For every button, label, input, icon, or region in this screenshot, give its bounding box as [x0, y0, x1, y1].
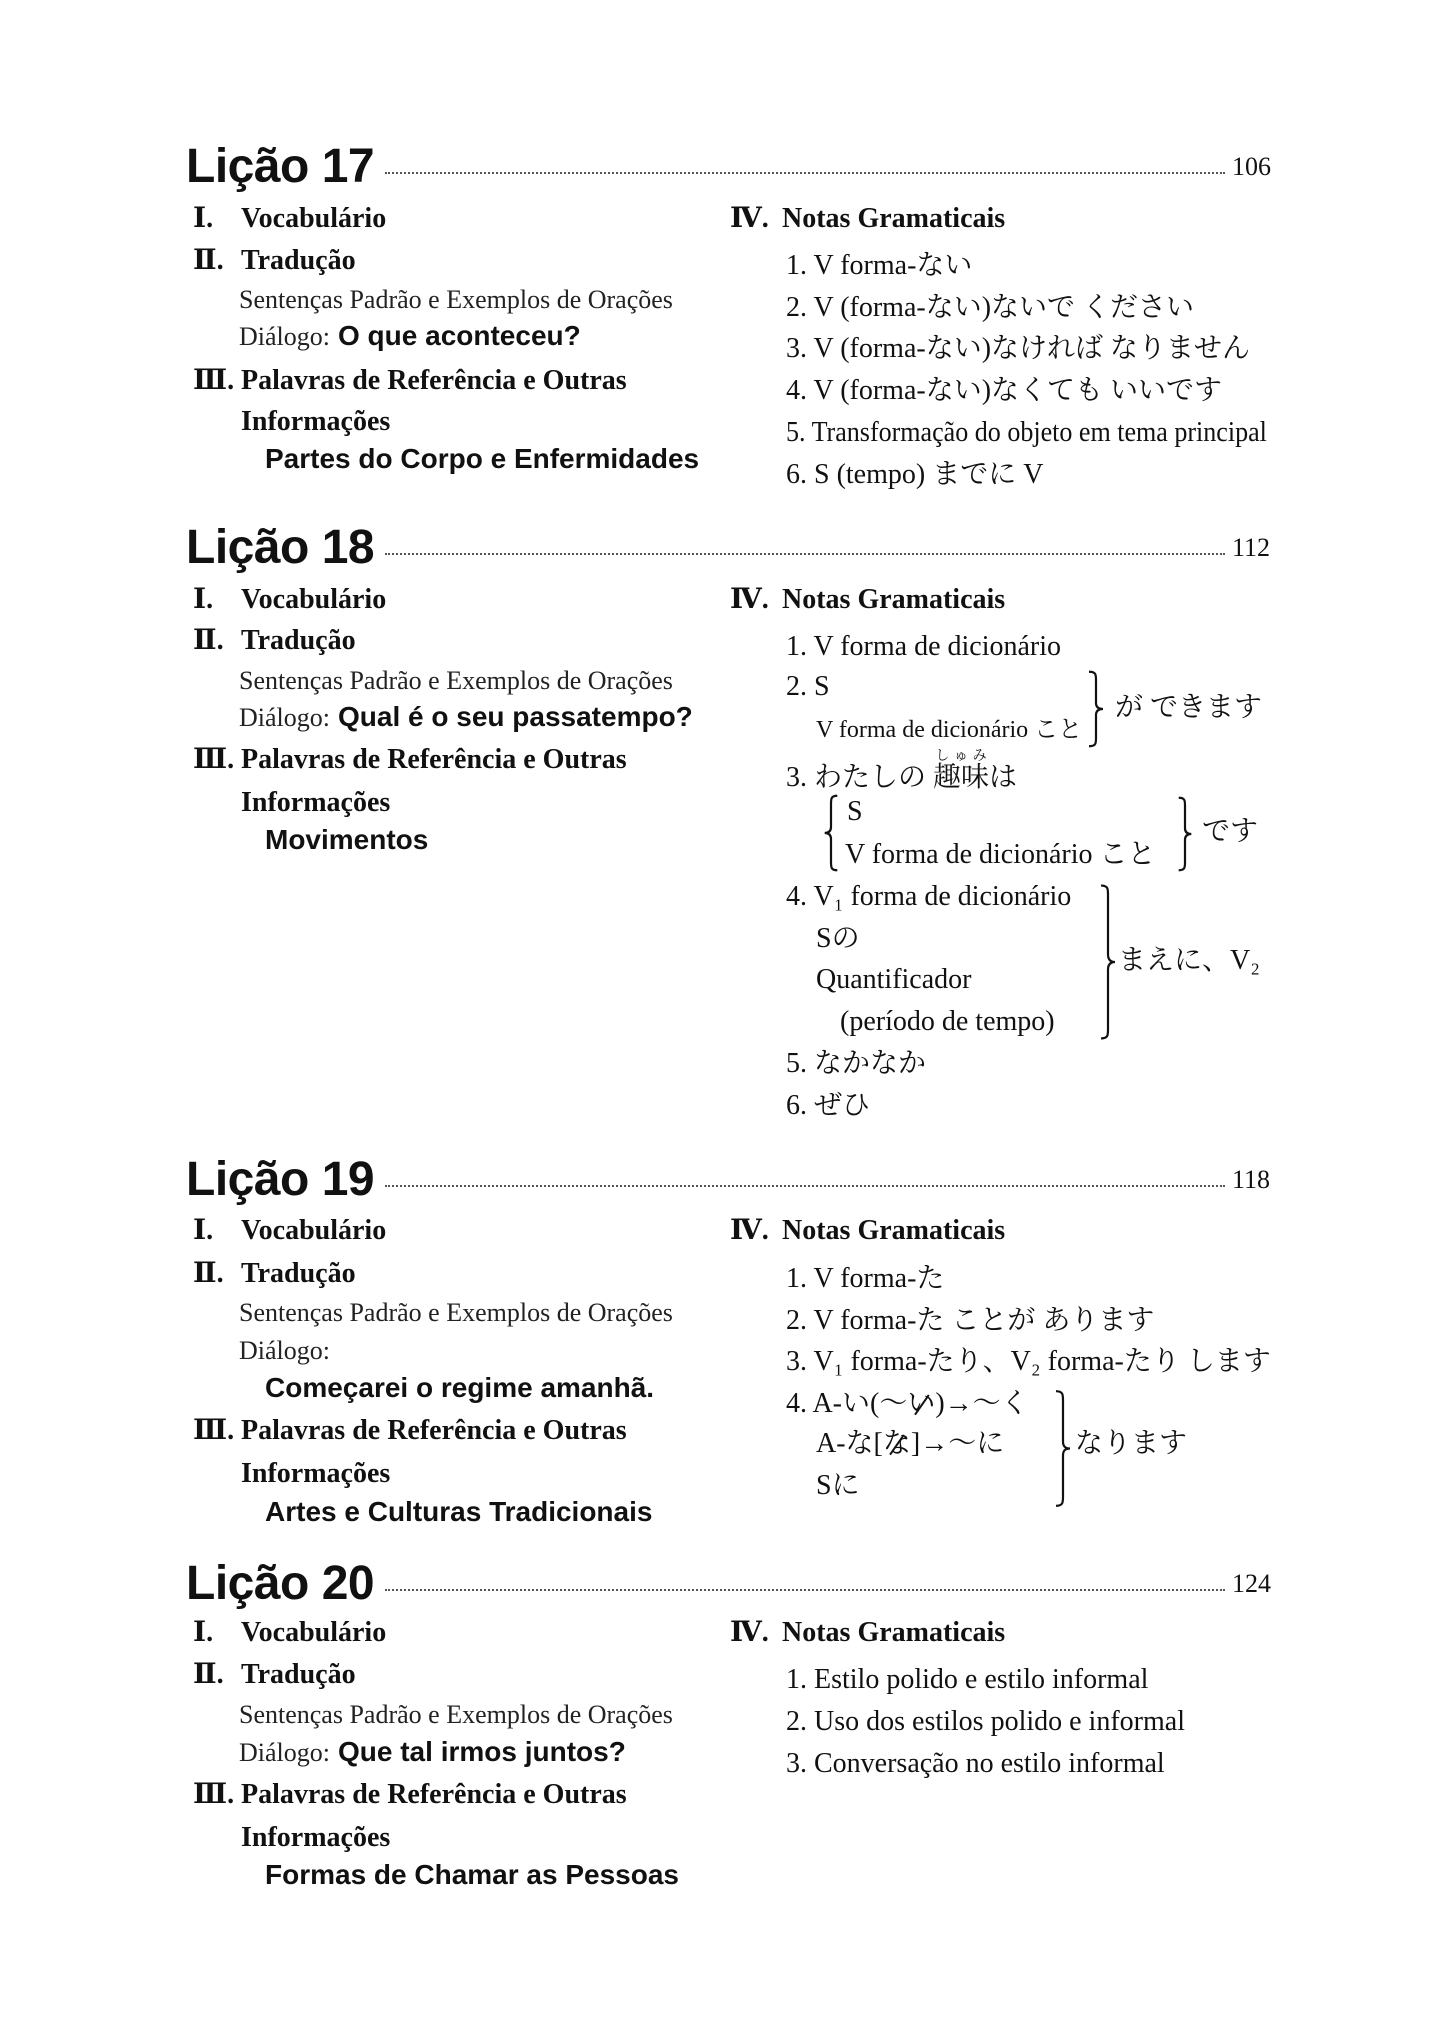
section-numeral: Ⅳ.: [730, 1617, 769, 1648]
dialogue-entry: [239, 697, 693, 737]
patterns-entry: Sentenças Padrão e Exemplos de Orações: [239, 285, 673, 314]
grammar-item: 6. ぜひ: [786, 1090, 871, 1121]
section-label-translation: Tradução: [241, 625, 356, 656]
grammar-item-option: V forma de dicionário こと: [845, 839, 1156, 870]
section-label-reference-line2: Informações: [241, 1822, 391, 1853]
grammar-item: 2. V (forma-ない)ないで ください: [786, 292, 1195, 323]
grammar-item-line: Sの: [816, 923, 860, 954]
right-brace: [1086, 671, 1106, 747]
grammar-item: 1. V forma de dicionário: [786, 631, 1062, 662]
section-label-grammar: Notas Gramaticais: [782, 203, 1006, 234]
section-label-reference: Palavras de Referência e Outras: [241, 1415, 627, 1446]
dot-leader: [385, 553, 1225, 555]
grammar-item-line: Sに: [816, 1470, 860, 1501]
patterns-entry: Sentenças Padrão e Exemplos de Orações: [239, 666, 673, 695]
grammar-item: 1. V forma-た: [786, 1263, 945, 1294]
grammar-item-option: S: [847, 796, 863, 827]
page-number: 106: [1232, 152, 1271, 181]
lesson-title: Lição 17: [186, 140, 375, 193]
section-label-reference: Palavras de Referência e Outras: [241, 744, 627, 775]
section-numeral: Ⅰ.: [193, 1215, 214, 1246]
section-label-reference-line2: Informações: [241, 406, 391, 437]
grammar-item: 6. S (tempo) までに V: [786, 459, 1044, 490]
reference-topic: Movimentos: [265, 824, 429, 855]
grammar-item: 1. V forma-ない: [786, 250, 973, 281]
section-label-vocabulary: Vocabulário: [241, 584, 387, 615]
reference-topic: Partes do Corpo e Enfermidades: [265, 443, 700, 474]
right-brace: [1176, 797, 1194, 871]
grammar-item-line: (período de tempo): [840, 1006, 1055, 1037]
page-number: 118: [1232, 1165, 1271, 1194]
right-brace: [1098, 884, 1118, 1040]
grammar-item-suffix: は: [989, 762, 1018, 793]
section-numeral: Ⅱ.: [193, 625, 224, 656]
section-label-translation: Tradução: [241, 1659, 356, 1690]
section-label-translation: Tradução: [241, 245, 356, 276]
grammar-item-prefix: 3. わたしの: [786, 762, 934, 793]
page-number: 112: [1232, 533, 1271, 562]
grammar-item-suffix: )→〜く: [935, 1388, 1029, 1419]
dialogue-title: Começarei o regime amanhã.: [265, 1372, 655, 1403]
grammar-item-prefix: A-な[: [816, 1428, 883, 1459]
struck-kana: い: [907, 1384, 935, 1424]
grammar-item: 2. V forma-た ことが あります: [786, 1305, 1155, 1336]
dialogue-entry: [239, 1732, 626, 1772]
section-label-grammar: Notas Gramaticais: [782, 1215, 1006, 1246]
section-label-grammar: Notas Gramaticais: [782, 584, 1006, 615]
reference-topic: Artes e Culturas Tradicionais: [265, 1496, 653, 1527]
grammar-item-line: V forma de dicionário こと: [816, 717, 1083, 743]
dialogue-entry: [239, 316, 581, 356]
section-label-translation: Tradução: [241, 1258, 356, 1289]
section-label-reference-line2: Informações: [241, 787, 391, 818]
furigana-word: [933, 749, 990, 793]
grammar-item: 1. Estilo polido e estilo informal: [786, 1664, 1149, 1695]
dot-leader: [385, 1589, 1225, 1591]
section-numeral: Ⅳ.: [730, 584, 769, 615]
struck-kana: な: [883, 1424, 911, 1464]
patterns-entry: Sentenças Padrão e Exemplos de Orações: [239, 1298, 673, 1327]
section-numeral: Ⅳ.: [730, 1215, 769, 1246]
grammar-item-line: 4. V₁ forma de dicionário: [786, 881, 1072, 912]
grammar-item-result: まえに、V₂: [1118, 945, 1260, 976]
grammar-item: 2. Uso dos estilos polido e informal: [786, 1706, 1185, 1737]
grammar-item: 5. Transformação do objeto em tema principal: [786, 417, 1267, 448]
section-label-reference-line2: Informações: [241, 1458, 391, 1489]
grammar-item-suffix: ]→〜に: [910, 1428, 1005, 1459]
furigana-reading: しゅみ: [933, 749, 990, 764]
dialogue-label: Diálogo:: [239, 322, 330, 351]
grammar-item: 3. V₁ forma-たり、V₂ forma-たり します: [786, 1346, 1271, 1377]
section-label-vocabulary: Vocabulário: [241, 203, 387, 234]
dot-leader: [385, 172, 1225, 174]
grammar-item: 5. なかなか: [786, 1048, 927, 1079]
grammar-item-result: です: [1202, 816, 1259, 847]
grammar-item-line: [816, 1424, 1004, 1464]
dot-leader: [385, 1185, 1225, 1187]
section-label-reference: Palavras de Referência e Outras: [241, 365, 627, 396]
section-numeral: Ⅲ.: [193, 365, 235, 396]
section-label-vocabulary: Vocabulário: [241, 1617, 387, 1648]
section-numeral: Ⅰ.: [193, 203, 214, 234]
section-numeral: Ⅱ.: [193, 1659, 224, 1690]
section-numeral: Ⅰ.: [193, 584, 214, 615]
grammar-item-result: が できます: [1115, 692, 1263, 723]
section-label-grammar: Notas Gramaticais: [782, 1617, 1006, 1648]
grammar-item-prefix: 4. A-い(〜: [786, 1388, 908, 1419]
section-numeral: Ⅱ.: [193, 1258, 224, 1289]
right-brace: [1053, 1390, 1073, 1507]
lesson-title: Lição 20: [186, 1557, 375, 1610]
grammar-item-line: 2. S: [786, 671, 830, 702]
dialogue-label: Diálogo:: [239, 703, 330, 732]
section-label-vocabulary: Vocabulário: [241, 1215, 387, 1246]
dialogue-title: Que tal irmos juntos?: [338, 1736, 626, 1767]
grammar-item: 3. Conversação no estilo informal: [786, 1748, 1165, 1779]
section-numeral: Ⅲ.: [193, 744, 235, 775]
section-numeral: Ⅳ.: [730, 203, 769, 234]
section-numeral: Ⅲ.: [193, 1415, 235, 1446]
grammar-item: 3. V (forma-ない)なければ なりません: [786, 333, 1251, 364]
lesson-title: Lição 19: [186, 1153, 375, 1206]
left-brace: [822, 795, 840, 871]
grammar-item-line: [786, 749, 1018, 793]
grammar-item-line: Quantificador: [816, 964, 972, 995]
section-numeral: Ⅰ.: [193, 1617, 214, 1648]
dialogue-label: Diálogo:: [239, 1336, 330, 1365]
reference-topic: Formas de Chamar as Pessoas: [265, 1859, 679, 1890]
grammar-item: 4. V (forma-ない)なくても いいです: [786, 375, 1223, 406]
lesson-title: Lição 18: [186, 521, 375, 574]
grammar-item-line: [786, 1384, 1029, 1424]
kanji-base: 趣味: [933, 762, 990, 793]
patterns-entry: Sentenças Padrão e Exemplos de Orações: [239, 1700, 673, 1729]
section-label-reference: Palavras de Referência e Outras: [241, 1779, 627, 1810]
grammar-item-result: なります: [1075, 1428, 1188, 1459]
dialogue-label: Diálogo:: [239, 1738, 330, 1767]
page-number: 124: [1232, 1569, 1271, 1598]
dialogue-title: O que aconteceu?: [338, 320, 581, 351]
dialogue-title: Qual é o seu passatempo?: [338, 701, 693, 732]
section-numeral: Ⅱ.: [193, 245, 224, 276]
section-numeral: Ⅲ.: [193, 1779, 235, 1810]
